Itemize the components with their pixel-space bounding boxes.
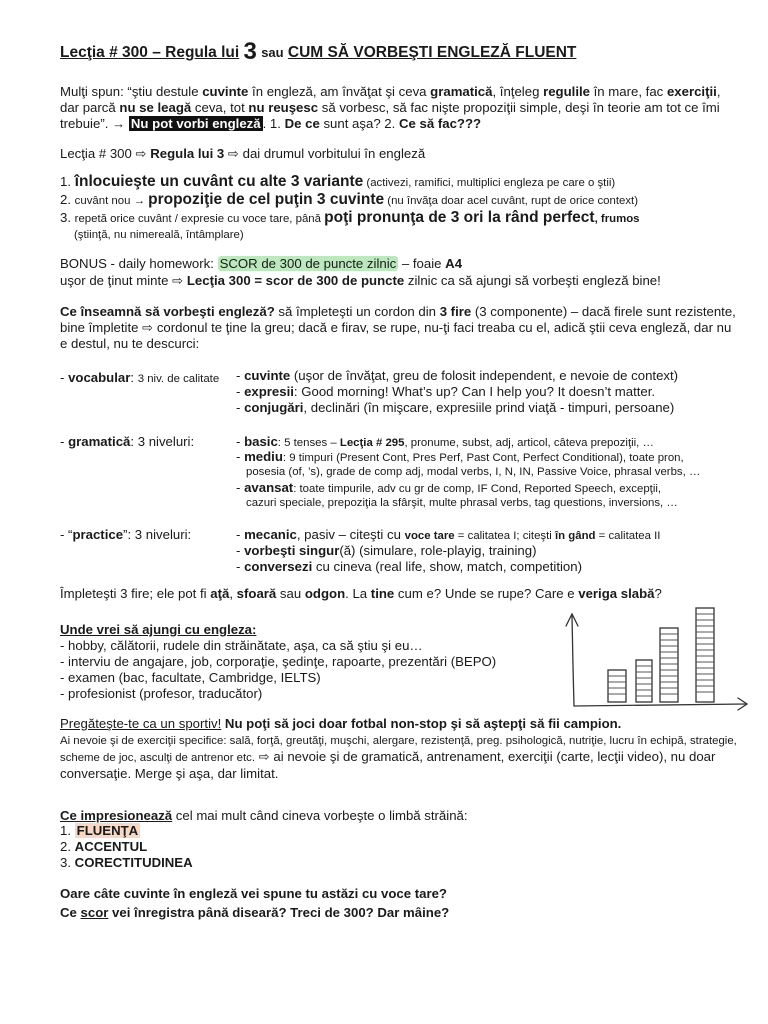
rule-3-note: (ştiinţă, nu nimereală, întâmplare) [74,229,244,241]
grammar-item: - avansat: toate timpurile, adv cu gr de comp, IF Cond, Reported Speech, excepţii, [236,480,662,495]
bonus-line-2: uşor de ţinut minte ⇨ Lecţia 300 = scor de 300 de puncte zilnic ca să ajungi să vorbeşti engleză bine! [60,273,661,288]
rule-1: 1. înlocuieşte un cuvânt cu alte 3 variante (activezi, ramifici, multiplici engleza pe care o ştii) [60,173,616,190]
sport-paragraph: Pregăteşte-te ca un sportiv! Nu poţi să joci doar fotbal non-stop şi să aştepţi să fii campion. Ai nevoie şi de exerciţii specifice: sală, forţă, greutăţi, muşchi, alergare, rezistenţă, preg. psihologică, nutriţie, lucru în echipă, strategie, scheme de joc, asculţi de antrenor etc. ⇨ ai nevoie şi de gramatică, antrenament, exerciţii (carte, lecţii video), nu doar conversaţie. Merge şi aşa, dar limitat. [60,716,737,781]
lesson-rule-line: Lecţia # 300 ⇨ Regula lui 3 ⇨ dai drumul vorbitului în engleză [60,146,426,161]
vocab-item: - expresii: Good morning! What’s up? Can I help you? It doesn’t matter. [236,384,656,399]
vocab-item: - conjugări, declinări (în mişcare, expresiile prind viaţă - timpuri, persoane) [236,400,675,415]
practice-label: - “practice”: 3 niveluri: [60,527,192,542]
grammar-item-cont: posesia (of, ’s), grade de comp adj, modal verbs, I, N, IN, Passive Voice, phrasal verbs, … [246,466,701,478]
title-number: 3 [243,38,257,65]
goals-heading: Unde vrei să ajungi cu engleza: [60,622,257,637]
rule-3: 3. repetă orice cuvânt / expresie cu voce tare, până poţi pronunţa de 3 ori la rând perfect, frumos [60,209,640,226]
title-prefix: Lecţia # 300 – Regula lui [60,44,240,61]
impress-heading: Ce impresionează cel mai mult când cineva vorbeşte o limbă străină: [60,808,468,823]
grammar-item: - basic: 5 tenses – Lecţia # 295, pronume, subst, adj, articol, câteva prepoziţii, … [236,434,654,449]
practice-item: - conversezi cu cineva (real life, show, match, competition) [236,559,582,574]
page-title [60,38,740,65]
title-rest: CUM SĂ VORBEŞTI ENGLEZĂ FLUENT [287,44,577,61]
goal-item: - examen (bac, facultate, Cambridge, IELTS) [60,670,321,685]
grammar-label: - gramatică: 3 niveluri: [60,434,195,449]
impress-item: 2. ACCENTUL [60,839,148,854]
fluency-highlight: FLUENŢA [76,823,139,838]
vocab-item: - cuvinte (uşor de învăţat, greu de folosit independent, e nevoie de context) [236,368,679,383]
cannot-speak-highlight: Nu pot vorbi engleză [130,116,261,131]
grammar-item: - mediu: 9 timpuri (Present Cont, Pres Perf, Past Cont, Perfect Conditional), toate pron, [236,449,684,464]
goal-item: - hobby, călătorii, rudele din străinătate, aşa, ca să ştiu şi eu… [60,638,423,653]
weave-line: Împleteşti 3 fire; ele pot fi aţă, sfoară sau odgon. La tine cum e? Unde se rupe? Care e veriga slabă? [60,586,662,601]
rule-2: 2. cuvânt nou → propoziţie de cel puţin 3 cuvinte (nu învăţa doar acel cuvânt, rupt de orice context) [60,191,639,208]
goal-item: - profesionist (profesor, traducător) [60,686,263,701]
title-sau: sau [261,45,284,60]
impress-item: 3. CORECTITUDINEA [60,855,193,870]
bar-growth-sketch-icon [556,606,756,718]
bonus-line: BONUS - daily homework: SCOR de 300 de puncte zilnic – foaie A4 [60,256,463,271]
practice-item: - vorbeşti singur(ă) (simulare, role-playig, training) [236,543,537,558]
goal-item: - interviu de angajare, job, corporaţie, şedinţe, rapoarte, prezentări (BEPO) [60,654,497,669]
closing-question-2: Ce scor vei înregistra până diseară? Treci de 300? Dar mâine? [60,905,450,920]
intro-paragraph: Mulţi spun: “ştiu destule cuvinte în engleză, am învăţat şi ceva gramatică, înţeleg regulile în mare, fac exerciţii, dar parcă nu se leagă ceva, tot nu reuşesc să vorbesc, să fac nişte propoziţii simple, deşi în teorie am tot ce îmi trebuie”. → Nu pot vorbi engleză . 1. De ce sunt aşa? 2. Ce să fac??? [60,84,721,131]
closing-question-1: Oare câte cuvinte în engleză vei spune tu astăzi cu voce tare? [60,886,447,901]
vocab-label: - vocabular: 3 niv. de calitate [60,370,220,385]
meaning-paragraph: Ce înseamnă să vorbeşti engleză? să împleteşti un cordon din 3 fire (3 componente) – dacă firele sunt rezistente, bine împletite ⇨ cordonul te ţine la greu; dacă e firav, se rupe, nu-ţi faci treaba cu el, adică ştii ceva engleză, dar nu e destul, nu te descurci: [60,304,736,351]
score-highlight: SCOR de 300 de puncte zilnic [219,256,397,271]
practice-item: - mecanic, pasiv – citeşti cu voce tare = calitatea I; citeşti în gând = calitatea II [236,527,661,542]
grammar-item-cont: cazuri speciale, prepoziţia la sfârşit, multe phrasal verbs, tag questions, inversions, … [246,497,678,509]
impress-item: 1. FLUENŢA [60,823,139,838]
